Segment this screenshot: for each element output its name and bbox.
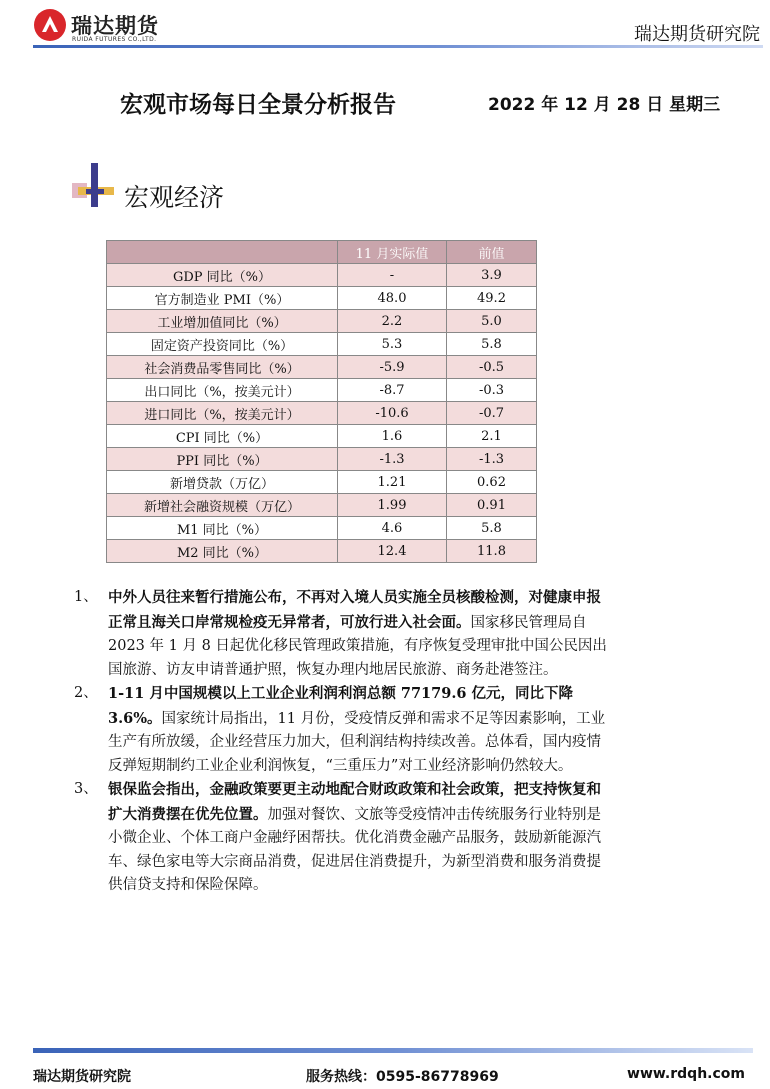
macro-data-table — [106, 240, 537, 563]
table-header-prev: 前值 — [447, 241, 537, 264]
news-number: 2、 — [74, 685, 98, 701]
table-row — [107, 425, 537, 448]
row-label: 固定资产投资同比（%） — [107, 333, 338, 356]
table-header-row — [107, 241, 537, 264]
row-label: 出口同比（%，按美元计） — [107, 379, 338, 402]
row-actual: 12.4 — [338, 540, 447, 563]
row-label: 进口同比（%，按美元计） — [107, 402, 338, 425]
row-prev: 2.1 — [447, 425, 537, 448]
news-body: 国家移民管理局自 2023 年 1 月 8 日起优化移民管理政策措施，有序恢复受理审批中国公民因出国旅游、访友申请普通护照，恢复办理内地居民旅游、商务赴港签注。 — [108, 614, 607, 678]
news-headline: 1-11 月中国规模以上工业企业利润利润总额 77179.6 亿元，同比下降 3.6%。 — [108, 685, 574, 727]
row-prev: 5.0 — [447, 310, 537, 333]
footer-divider — [33, 1048, 753, 1053]
table-row — [107, 333, 537, 356]
row-prev: -0.3 — [447, 379, 537, 402]
row-prev: 3.9 — [447, 264, 537, 287]
table-header-actual: 11 月实际值 — [338, 241, 447, 264]
table-row — [107, 471, 537, 494]
row-actual: -1.3 — [338, 448, 447, 471]
row-label: M2 同比（%） — [107, 540, 338, 563]
footer-website-link[interactable]: www.rdqh.com — [627, 1066, 745, 1082]
row-label: M1 同比（%） — [107, 517, 338, 540]
row-prev: 0.62 — [447, 471, 537, 494]
news-headline: 中外人员往来暂行措施公布，不再对入境人员实施全员核酸检测，对健康申报正常且海关口岸常规检疫无异常者，可放行进入社会面。 — [108, 589, 601, 631]
news-number: 1、 — [74, 589, 98, 605]
row-prev: -0.7 — [447, 402, 537, 425]
section-cross-icon — [72, 163, 118, 209]
row-actual: 4.6 — [338, 517, 447, 540]
footer-org: 瑞达期货研究院 — [33, 1069, 131, 1085]
row-prev: 11.8 — [447, 540, 537, 563]
row-actual: -8.7 — [338, 379, 447, 402]
table-header-label — [107, 241, 338, 264]
table-row — [107, 310, 537, 333]
row-actual: -5.9 — [338, 356, 447, 379]
row-actual: 1.6 — [338, 425, 447, 448]
table-row — [107, 356, 537, 379]
news-body: 加强对餐饮、文旅等受疫情冲击传统服务行业特别是小微企业、个体工商户金融纾困帮扶。优化消费金融产品服务，鼓励新能源汽车、绿色家电等大宗商品消费，促进居住消费提升，为新型消费和服务消费提供信贷支持和保险保障。 — [108, 806, 601, 893]
row-label: 社会消费品零售同比（%） — [107, 356, 338, 379]
row-label: PPI 同比（%） — [107, 448, 338, 471]
row-prev: -0.5 — [447, 356, 537, 379]
report-title: 宏观市场每日全景分析报告 — [120, 92, 396, 118]
row-label: 工业增加值同比（%） — [107, 310, 338, 333]
logo-text-cn: 瑞达期货 — [71, 14, 159, 38]
table-row — [107, 540, 537, 563]
row-label: 官方制造业 PMI（%） — [107, 287, 338, 310]
news-item — [74, 682, 614, 778]
table-row — [107, 264, 537, 287]
row-actual: - — [338, 264, 447, 287]
table-row — [107, 402, 537, 425]
news-item — [74, 778, 614, 898]
company-logo — [33, 8, 183, 46]
row-label: 新增社会融资规模（万亿） — [107, 494, 338, 517]
row-actual: -10.6 — [338, 402, 447, 425]
ruida-logo-icon — [33, 8, 67, 42]
footer-hotline: 服务热线：0595-86778969 — [306, 1069, 499, 1085]
table-row — [107, 287, 537, 310]
row-actual: 1.21 — [338, 471, 447, 494]
row-prev: 5.8 — [447, 517, 537, 540]
row-prev: 0.91 — [447, 494, 537, 517]
news-list — [74, 586, 614, 898]
section-title: 宏观经济 — [124, 183, 225, 212]
news-number: 3、 — [74, 781, 98, 797]
report-date: 2022 年 12 月 28 日 星期三 — [488, 95, 721, 115]
table-row — [107, 517, 537, 540]
row-label: 新增贷款（万亿） — [107, 471, 338, 494]
header-divider — [33, 45, 763, 48]
table-row — [107, 448, 537, 471]
news-headline: 银保监会指出，金融政策要更主动地配合财政政策和社会政策，把支持恢复和扩大消费摆在优先位置。 — [108, 781, 601, 823]
table-row — [107, 379, 537, 402]
row-prev: 49.2 — [447, 287, 537, 310]
news-body: 国家统计局指出，11 月份，受疫情反弹和需求不足等因素影响，工业生产有所放缓，企业经营压力加大，但利润结构持续改善。总体看，国内疫情反弹短期制约工业企业利润恢复，“三重压力”对工业经济影响仍然较大。 — [108, 710, 606, 774]
table-row — [107, 494, 537, 517]
news-item — [74, 586, 614, 682]
logo-text-en: RUIDA FUTURES CO.,LTD. — [72, 36, 157, 43]
row-actual: 48.0 — [338, 287, 447, 310]
row-label: CPI 同比（%） — [107, 425, 338, 448]
row-prev: -1.3 — [447, 448, 537, 471]
row-actual: 2.2 — [338, 310, 447, 333]
header-org: 瑞达期货研究院 — [634, 24, 760, 45]
row-actual: 1.99 — [338, 494, 447, 517]
row-prev: 5.8 — [447, 333, 537, 356]
row-actual: 5.3 — [338, 333, 447, 356]
row-label: GDP 同比（%） — [107, 264, 338, 287]
